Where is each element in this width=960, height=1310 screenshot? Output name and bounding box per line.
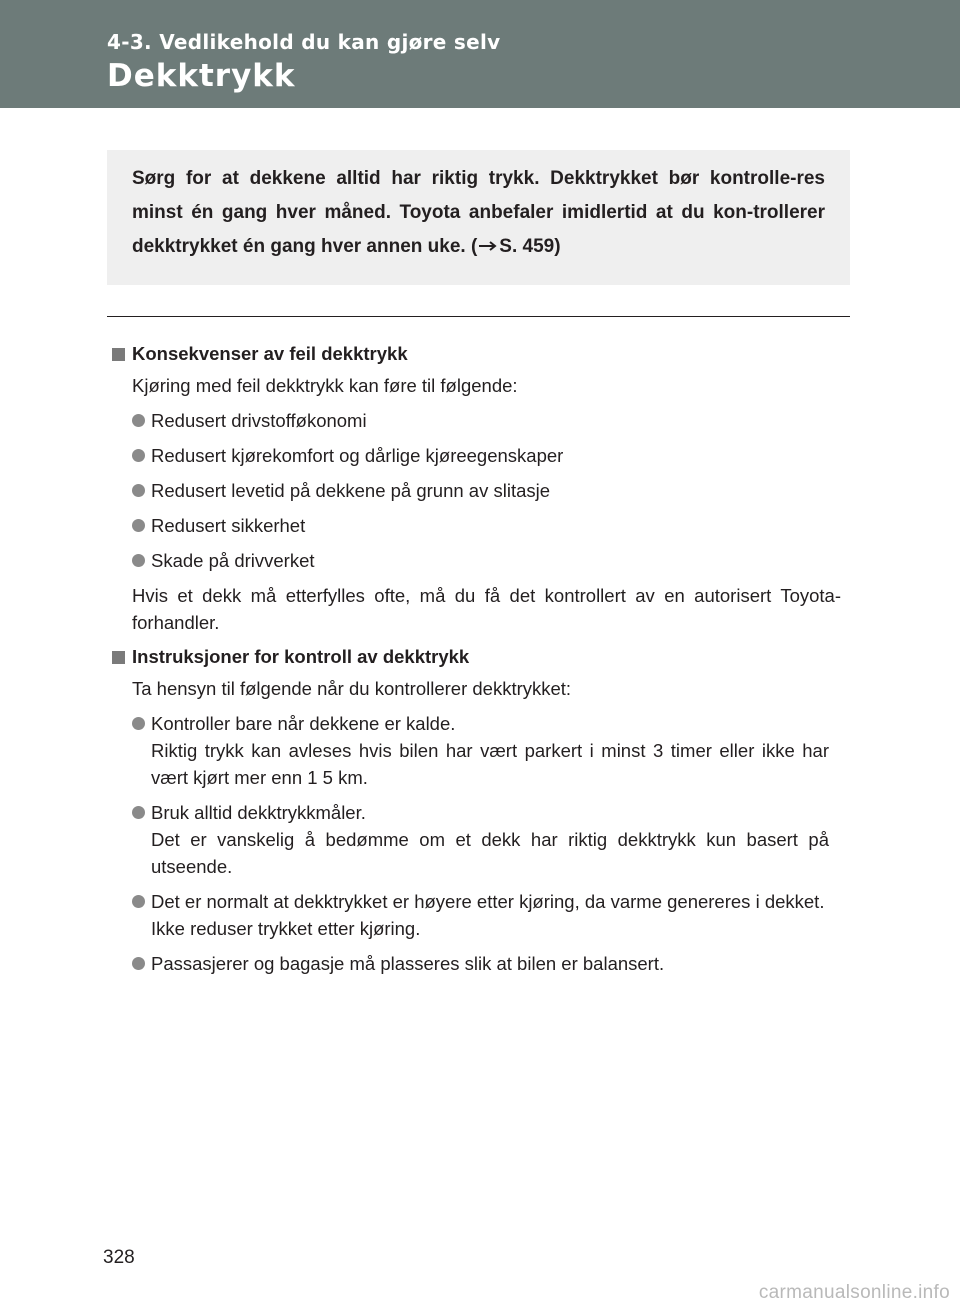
circle-bullet-icon (132, 895, 145, 908)
list-item (132, 477, 829, 504)
list-item (132, 950, 829, 977)
list-item (132, 442, 829, 469)
square-bullet-icon (112, 651, 125, 664)
main-content (112, 339, 852, 977)
section-closing: Hvis et dekk må etterfylles ofte, må du få det kontrollert av en autorisert Toyota-forhandler. (132, 585, 841, 633)
list-item-detail: Riktig trykk kan avleses hvis bilen har vært parkert i minst 3 timer eller ikke har vært kjørt mer enn 1 5 km. (151, 740, 829, 788)
page-number: 328 (103, 1247, 135, 1268)
circle-bullet-icon (132, 414, 145, 427)
list-item-detail: Det er vanskelig å bedømme om et dekk har riktig dekktrykk kun basert på utseende. (151, 829, 829, 877)
bullet-list (112, 407, 852, 574)
page-title: Dekktrykk (107, 58, 296, 94)
intro-text (132, 162, 825, 264)
section-heading (112, 642, 852, 672)
page-header (0, 0, 960, 108)
list-item (132, 547, 829, 574)
page-reference-link[interactable]: S. 459 (499, 236, 555, 258)
circle-bullet-icon (132, 806, 145, 819)
circle-bullet-icon (132, 449, 145, 462)
section-heading-text: Konsekvenser av feil dekktrykk (132, 343, 408, 364)
circle-bullet-icon (132, 957, 145, 970)
list-item-text: Det er normalt at dekktrykket er høyere etter kjøring, da varme genereres i dekket. Ikke reduser trykket etter kjøring. (151, 891, 825, 939)
section-heading-text: Instruksjoner for kontroll av dekktrykk (132, 646, 470, 667)
list-item-text: Bruk alltid dekktrykkmåler. (151, 802, 366, 823)
list-item (132, 710, 829, 791)
circle-bullet-icon (132, 717, 145, 730)
right-arrow-icon (478, 230, 498, 264)
intro-close-paren: ) (554, 236, 561, 258)
list-item-text: Skade på drivverket (151, 550, 315, 571)
section-heading (112, 339, 852, 369)
square-bullet-icon (112, 348, 125, 361)
circle-bullet-icon (132, 554, 145, 567)
watermark: carmanualsonline.info (758, 1282, 950, 1303)
list-item-text: Passasjerer og bagasje må plasseres slik at bilen er balansert. (151, 953, 665, 974)
list-item-text: Redusert drivstofføkonomi (151, 410, 367, 431)
list-item (132, 799, 829, 880)
list-item-text: Redusert levetid på dekkene på grunn av slitasje (151, 480, 551, 501)
section-lead: Kjøring med feil dekktrykk kan føre til følgende: (132, 375, 518, 396)
intro-box (107, 150, 850, 285)
bullet-list (112, 710, 852, 977)
list-item (132, 888, 829, 942)
section-label: 4-3. Vedlikehold du kan gjøre selv (107, 30, 501, 54)
section-lead: Ta hensyn til følgende når du kontrollerer dekktrykket: (132, 678, 572, 699)
intro-text-body: Sørg for at dekkene alltid har riktig trykk. Dekktrykket bør kontrolle-res minst én gang hver måned. Toyota anbefaler imidlertid at du kon-trollerer dekktrykket én gang hver annen uke. ( (132, 168, 825, 258)
circle-bullet-icon (132, 519, 145, 532)
divider (107, 316, 850, 317)
list-item-text: Kontroller bare når dekkene er kalde. (151, 713, 456, 734)
list-item (132, 512, 829, 539)
list-item (132, 407, 829, 434)
circle-bullet-icon (132, 484, 145, 497)
list-item-text: Redusert kjørekomfort og dårlige kjøreegenskaper (151, 445, 564, 466)
list-item-text: Redusert sikkerhet (151, 515, 306, 536)
